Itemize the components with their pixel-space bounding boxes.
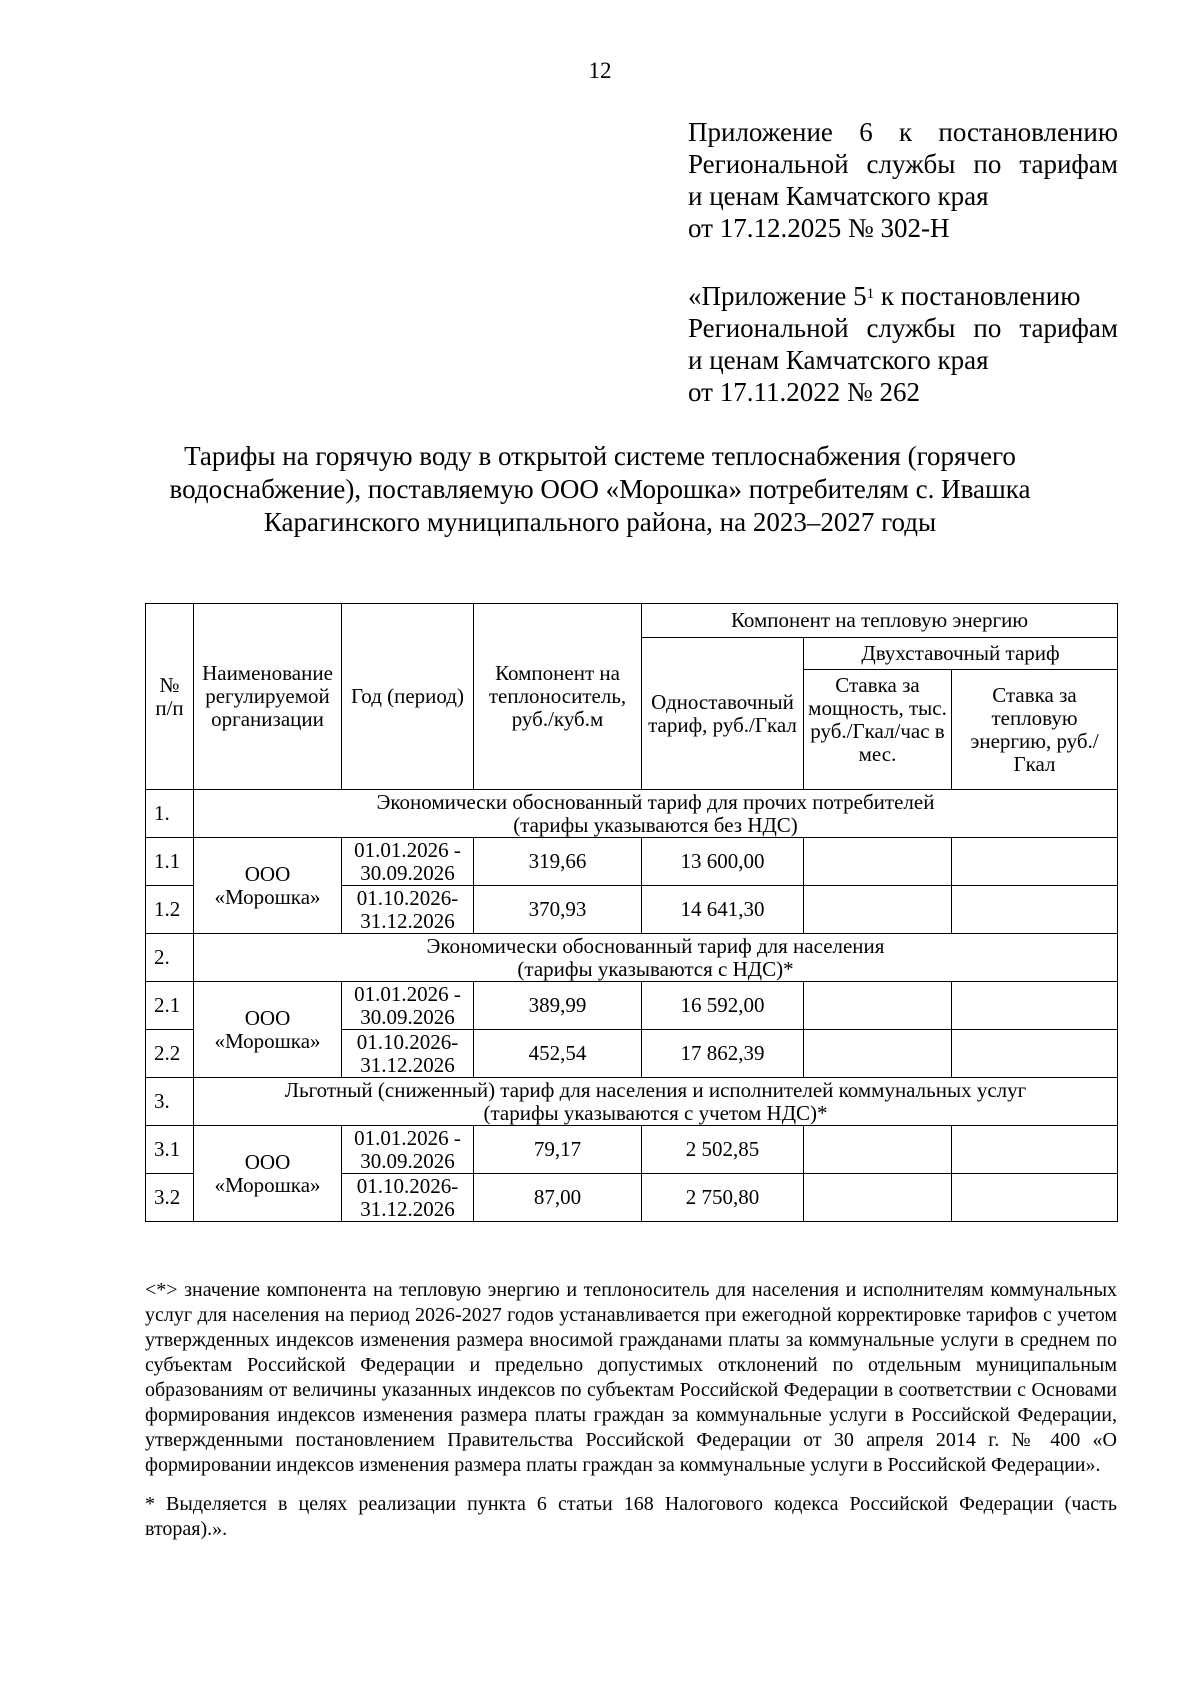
header-capacity-rate: Ставка за мощность, тыс. руб./Гкал/час в мес. <box>804 670 952 790</box>
appendix-line: от 17.12.2025 № 302-Н <box>688 213 950 243</box>
period-line: 01.01.2026 - <box>354 837 461 862</box>
energy-rate-value <box>952 1126 1118 1174</box>
org-name <box>194 982 342 1078</box>
section-num: 2. <box>146 934 194 982</box>
appendix-line: Региональной службы по тарифам <box>688 313 1118 343</box>
section-title <box>194 1078 1118 1126</box>
appendix-line: Региональной службы по тарифам <box>688 149 1118 179</box>
period-line: 01.10.2026- <box>356 1029 459 1054</box>
carrier-value: 87,00 <box>474 1174 642 1222</box>
section-title <box>194 934 1118 982</box>
period-line: 30.09.2026 <box>360 860 455 885</box>
table-row <box>146 982 1118 1030</box>
header-num: № п/п <box>146 604 194 790</box>
title-line: Карагинского муниципального района, на 2023–2027 годы <box>263 507 937 537</box>
energy-rate-value <box>952 1030 1118 1078</box>
energy-rate-value <box>952 1174 1118 1222</box>
org-line: «Морошка» <box>214 1172 321 1197</box>
period-line: 01.01.2026 - <box>354 981 461 1006</box>
footnotes <box>145 1278 1117 1542</box>
capacity-rate-value <box>804 1174 952 1222</box>
appendix-header <box>688 116 1118 244</box>
section-num: 1. <box>146 790 194 838</box>
carrier-value: 79,17 <box>474 1126 642 1174</box>
title-line: Тарифы на горячую воду в открытой системе теплоснабжения (горячего <box>184 441 1016 471</box>
row-num: 1.2 <box>146 886 194 934</box>
tariff-table <box>145 603 1118 1222</box>
period-line: 30.09.2026 <box>360 1004 455 1029</box>
org-line: ООО <box>244 1149 291 1174</box>
energy-rate-value <box>952 838 1118 886</box>
carrier-value: 389,99 <box>474 982 642 1030</box>
row-num: 3.2 <box>146 1174 194 1222</box>
energy-rate-value <box>952 982 1118 1030</box>
single-rate-value: 13 600,00 <box>642 838 804 886</box>
capacity-rate-value <box>804 982 952 1030</box>
single-rate-value: 16 592,00 <box>642 982 804 1030</box>
document-title <box>150 440 1050 539</box>
section-row <box>146 790 1118 838</box>
header-heat-group: Компонент на тепловую энергию <box>642 604 1118 638</box>
header-year: Год (период) <box>342 604 474 790</box>
header-org: Наименование регулируемой организации <box>194 604 342 790</box>
row-num: 2.1 <box>146 982 194 1030</box>
table-row <box>146 838 1118 886</box>
period <box>342 838 474 886</box>
header-energy-rate: Ставка за тепловую энергию, руб./Гкал <box>952 670 1118 790</box>
capacity-rate-value <box>804 838 952 886</box>
row-num: 2.2 <box>146 1030 194 1078</box>
period-line: 30.09.2026 <box>360 1148 455 1173</box>
period <box>342 886 474 934</box>
footnote-vat: * Выделяется в целях реализации пункта 6 статьи 168 Налогового кодекса Российской Федерации (часть вторая).». <box>145 1493 1117 1540</box>
section-title-line: Экономически обоснованный тариф для прочих потребителей <box>376 789 935 814</box>
row-num: 3.1 <box>146 1126 194 1174</box>
org-line: ООО <box>244 861 291 886</box>
header-carrier: Компонент на теплоноситель, руб./куб.м <box>474 604 642 790</box>
appendix-line: и ценам Камчатского края <box>688 345 989 375</box>
org-name <box>194 1126 342 1222</box>
superscript: 1 <box>866 286 875 302</box>
period-line: 01.01.2026 - <box>354 1125 461 1150</box>
period <box>342 982 474 1030</box>
section-title-line: (тарифы указываются с учетом НДС)* <box>483 1100 828 1125</box>
carrier-value: 319,66 <box>474 838 642 886</box>
title-line: водоснабжение), поставляемую ООО «Морошка» потребителям с. Ивашка <box>169 474 1031 504</box>
section-title <box>194 790 1118 838</box>
period-line: 31.12.2026 <box>360 908 455 933</box>
single-rate-value: 2 750,80 <box>642 1174 804 1222</box>
period <box>342 1030 474 1078</box>
page-number: 12 <box>588 58 612 83</box>
period <box>342 1174 474 1222</box>
section-row <box>146 934 1118 982</box>
appendix-line <box>688 280 1118 312</box>
appendix-line: Приложение 6 к постановлению <box>688 117 1118 147</box>
single-rate-value: 2 502,85 <box>642 1126 804 1174</box>
section-title-line: (тарифы указываются с НДС)* <box>517 956 794 981</box>
appendix-text: «Приложение 5 <box>688 281 867 311</box>
appendix-line: и ценам Камчатского края <box>688 181 989 211</box>
single-rate-value: 17 862,39 <box>642 1030 804 1078</box>
section-title-line: Экономически обоснованный тариф для населения <box>426 933 885 958</box>
capacity-rate-value <box>804 1126 952 1174</box>
period-line: 01.10.2026- <box>356 885 459 910</box>
footnote-main: <*> значение компонента на тепловую энергию и теплоноситель для населения и исполнителям коммунальных услуг для населения на период 2026-2027 годов устанавливается при ежегодной корректировке тарифов с учетом утвержденных индексов изменения размера вносимой гражданами платы за коммунальные услуги в среднем по субъектам Российской Федерации и предельно допустимых отклонений по отдельным муниципальным образованиям от величины указанных индексов по субъектам Российской Федерации в соответствии с Основами формирования индексов изменения размера платы граждан за коммунальные услуги в Российской Федерации, утвержденными постановлением Правительства Российской Федерации от 30 апреля 2014 г. № 400 «О формировании индексов изменения размера платы граждан за коммунальные услуги в Российской Федерации». <box>145 1279 1117 1476</box>
section-row <box>146 1078 1118 1126</box>
capacity-rate-value <box>804 886 952 934</box>
org-line: ООО <box>244 1005 291 1030</box>
org-line: «Морошка» <box>214 884 321 909</box>
header-single-rate: Одноставочный тариф, руб./Гкал <box>642 638 804 790</box>
section-title-line: (тарифы указываются без НДС) <box>513 812 798 837</box>
carrier-value: 370,93 <box>474 886 642 934</box>
section-title-line: Льготный (сниженный) тариф для населения и исполнителей коммунальных услуг <box>284 1077 1027 1102</box>
row-num: 1.1 <box>146 838 194 886</box>
period-line: 31.12.2026 <box>360 1052 455 1077</box>
quoted-appendix-header <box>688 280 1118 408</box>
section-num: 3. <box>146 1078 194 1126</box>
table-row <box>146 1126 1118 1174</box>
header-two-rate: Двухставочный тариф <box>804 638 1118 670</box>
energy-rate-value <box>952 886 1118 934</box>
single-rate-value: 14 641,30 <box>642 886 804 934</box>
period <box>342 1126 474 1174</box>
appendix-text: к постановлению <box>874 281 1081 311</box>
period-line: 01.10.2026- <box>356 1173 459 1198</box>
carrier-value: 452,54 <box>474 1030 642 1078</box>
org-name <box>194 838 342 934</box>
appendix-line: от 17.11.2022 № 262 <box>688 377 920 407</box>
capacity-rate-value <box>804 1030 952 1078</box>
org-line: «Морошка» <box>214 1028 321 1053</box>
period-line: 31.12.2026 <box>360 1196 455 1221</box>
